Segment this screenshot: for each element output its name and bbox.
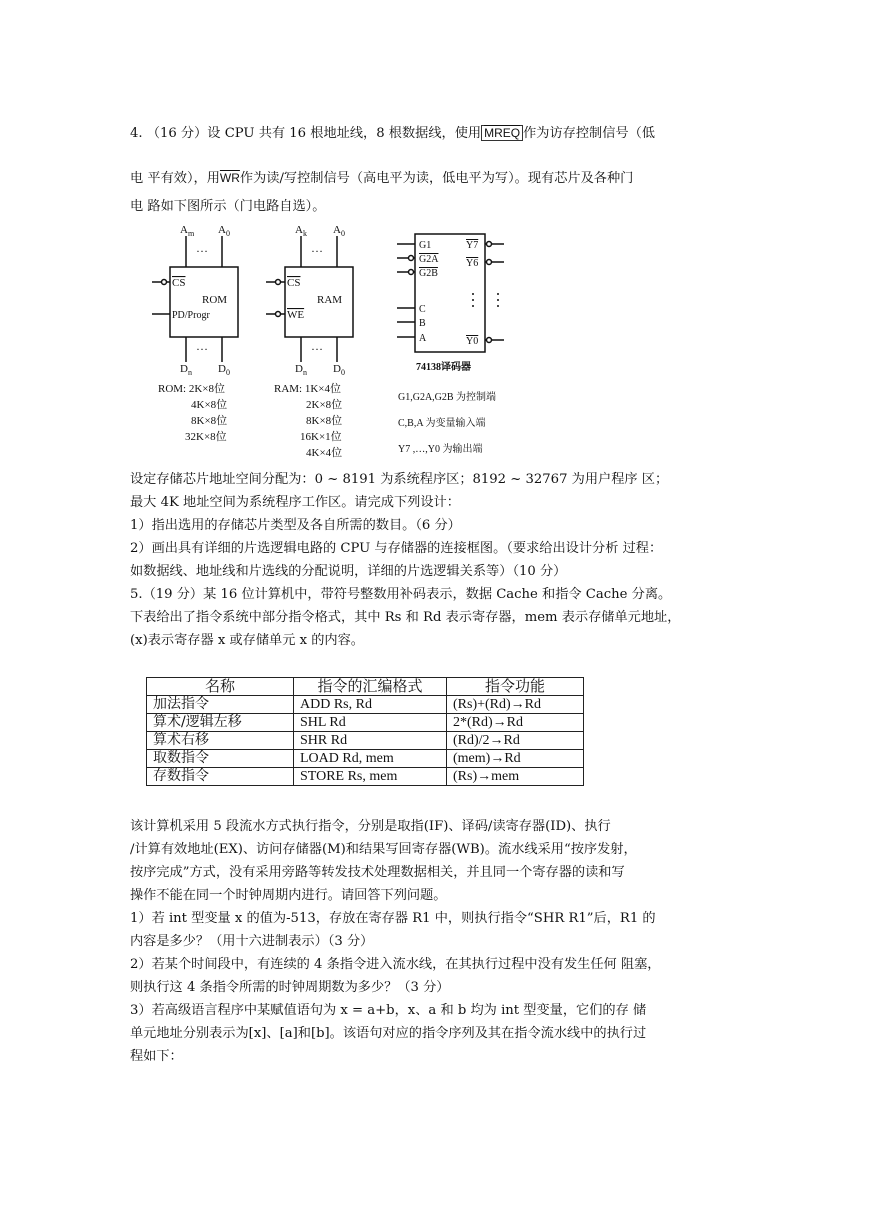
decoder-output-label: Y7 — [466, 240, 479, 251]
ram-name: RAM — [317, 294, 343, 306]
text-line: 5.（19 分）某 16 位计算机中，带符号整数用补码表示，数据 Cache 和指令 Cache 分离。 — [130, 587, 672, 602]
table-header: 指令功能 — [447, 678, 584, 696]
table-cell: (mem)→Rd — [447, 750, 584, 768]
ram-cs-label: CS — [287, 277, 301, 289]
ram-list — [274, 382, 342, 459]
decoder-input-label: C — [419, 304, 426, 315]
decoder-input-label: B — [419, 318, 426, 329]
ram-bottom-dots: … — [311, 339, 323, 353]
table-cell: (Rs)→mem — [447, 768, 584, 786]
table-cell: ADD Rs, Rd — [294, 696, 447, 714]
q4-line2-text-b: 作为读/写控制信号（高电平为读，低电平为写）。现有芯片及各种门 — [239, 171, 634, 186]
table-cell: (Rs)+(Rd)→Rd — [447, 696, 584, 714]
q4-line2-text-a: 电 平有效），用 — [130, 171, 220, 186]
decoder-inputs — [419, 240, 439, 344]
ram-option: 16K×1位 — [300, 431, 342, 443]
table-cell: SHL Rd — [294, 714, 447, 732]
q4-line2 — [130, 167, 742, 191]
text-line: 1）指出选用的存储芯片类型及各自所需的数目。（6 分） — [130, 518, 461, 533]
table-cell: 存数指令 — [147, 768, 294, 786]
table-row — [147, 732, 584, 750]
table-header-row — [147, 678, 584, 696]
table-cell: 算术/逻辑左移 — [147, 714, 294, 732]
table-row — [147, 750, 584, 768]
table-row — [147, 714, 584, 732]
text-line: 单元地址分别表示为[x]、[a]和[b]。该语句对应的指令序列及其在指令流水线中的执行过 — [130, 1026, 647, 1041]
decoder-name: 74138译码器 — [416, 362, 471, 373]
rom-data-high: $D_n$ — [180, 363, 192, 377]
rom-list — [158, 382, 227, 443]
text-line: (x)表示寄存器 x 或存储单元 x 的内容。 — [130, 633, 364, 648]
text-line: 程如下： — [130, 1049, 183, 1064]
mreq-signal: MREQ — [481, 125, 523, 141]
rom-option: 8K×8位 — [191, 415, 228, 427]
text-line: 下表给出了指令系统中部分指令格式，其中 Rs 和 Rd 表示寄存器，mem 表示存储单元地址， — [130, 610, 681, 625]
rom-name: ROM — [202, 294, 228, 306]
ram-option: 4K×4位 — [306, 447, 343, 459]
text-line: 最大 4K 地址空间为系统程序工作区。请完成下列设计： — [130, 495, 460, 510]
ram-top-dots: … — [311, 241, 323, 255]
decoder-output-label: Y0 — [466, 336, 479, 347]
table-cell: SHR Rd — [294, 732, 447, 750]
decoder-input-label: G2A — [419, 254, 439, 265]
q4-line3: 电 路如下图所示（门电路自选）。 — [130, 199, 326, 214]
text-line: 2）画出具有详细的片选逻辑电路的 CPU 与存储器的连接框图。（要求给出设计分析 过程： — [130, 541, 663, 556]
rom-cs-label: CS — [172, 277, 186, 289]
rom-addr-high: $A_m$ — [180, 224, 195, 238]
table-cell: STORE Rs, mem — [294, 768, 447, 786]
table-header: 指令的汇编格式 — [294, 678, 447, 696]
table-cell: 取数指令 — [147, 750, 294, 768]
ram-addr-low: $A_0$ — [333, 224, 345, 238]
decoder-input-label: G2B — [419, 268, 438, 279]
instruction-table — [146, 677, 584, 786]
ram-addr-high: $A_k$ — [295, 224, 307, 238]
decoder-output-label: Y6 — [466, 258, 479, 269]
rom-pd-label: PD/Progr — [172, 310, 210, 321]
table-cell: 加法指令 — [147, 696, 294, 714]
text-line: 1）若 int 型变量 x 的值为-513，存放在寄存器 R1 中，则执行指令“SHR R1”后，R1 的 — [130, 911, 656, 926]
rom-data-low: $D_0$ — [218, 363, 230, 377]
text-line: /计算有效地址(EX)、访问存储器(M)和结果写回寄存器(WB)。流水线采用“按序发射， — [130, 842, 637, 857]
decoder-desc-input: C,B,A 为变量输入端 — [398, 418, 486, 429]
table-header: 名称 — [147, 678, 294, 696]
text-line: 3）若高级语言程序中某赋值语句为 x = a+b，x、a 和 b 均为 int 型变量，它们的存 储 — [130, 1003, 647, 1018]
ram-data-low: $D_0$ — [333, 363, 345, 377]
table-cell: (Rd)/2→Rd — [447, 732, 584, 750]
ram-option: 8K×8位 — [306, 415, 343, 427]
rom-bottom-dots: … — [196, 339, 208, 353]
table-cell: LOAD Rd, mem — [294, 750, 447, 768]
decoder-desc-control: G1,G2A,G2B 为控制端 — [398, 392, 497, 403]
text-line: 如数据线、地址线和片选线的分配说明，详细的片选逻辑关系等）（10 分） — [130, 564, 567, 579]
text-line: 操作不能在同一个时钟周期内进行。请回答下列问题。 — [130, 888, 447, 903]
text-line: 设定存储芯片地址空间分配为：0 ~ 8191 为系统程序区；8192 ~ 32767 为用户程序 区； — [130, 472, 669, 487]
q4-line1-text-b: 作为访存控制信号（低 — [523, 126, 655, 141]
table-row — [147, 696, 584, 714]
rom-option: ROM: 2K×8位 — [158, 383, 226, 395]
table-cell: 算术右移 — [147, 732, 294, 750]
decoder-outputs — [466, 240, 478, 347]
ram-we-label: WE — [287, 309, 305, 321]
decoder-input-label: G1 — [419, 240, 432, 251]
rom-top-dots: … — [196, 241, 208, 255]
decoder-desc-output: Y7 ,…,Y0 为输出端 — [398, 444, 483, 455]
decoder-input-label: A — [419, 333, 427, 344]
rom-option: 4K×8位 — [191, 399, 228, 411]
text-line: 内容是多少？（用十六进制表示）（3 分） — [130, 934, 374, 949]
wr-signal: $\overline{WR}$ — [219, 171, 240, 185]
ram-data-high: $D_n$ — [295, 363, 307, 377]
ram-option: 2K×8位 — [306, 399, 343, 411]
chip-diagram — [140, 222, 520, 462]
text-line: 2）若某个时间段中，有连续的 4 条指令进入流水线，在其执行过程中没有发生任何 阻塞， — [130, 957, 661, 972]
q4-line1 — [130, 122, 742, 146]
q4-line1-text-a: 4. （16 分）设 CPU 共有 16 根地址线，8 根数据线，使用 — [130, 126, 482, 141]
table-row — [147, 768, 584, 786]
table-cell: 2*(Rd)→Rd — [447, 714, 584, 732]
text-line: 该计算机采用 5 段流水方式执行指令，分别是取指(IF)、译码/读寄存器(ID)、执行 — [130, 819, 611, 834]
text-line: 按序完成”方式，没有采用旁路等转发技术处理数据相关，并且同一个寄存器的读和写 — [130, 865, 625, 880]
rom-option: 32K×8位 — [185, 431, 227, 443]
decoder-chip — [397, 234, 504, 352]
text-line: 则执行这 4 条指令所需的时钟周期数为多少？（3 分） — [130, 980, 450, 995]
rom-addr-low: $A_0$ — [218, 224, 230, 238]
ram-option: RAM: 1K×4位 — [274, 383, 342, 395]
